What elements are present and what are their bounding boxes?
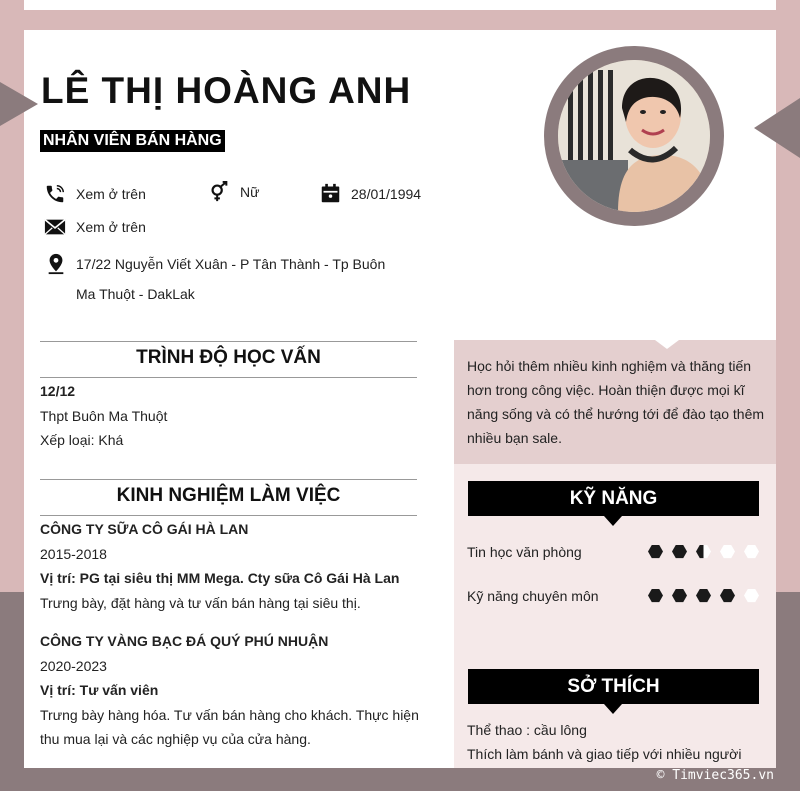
avatar (544, 46, 724, 226)
rating-hexagon (744, 588, 759, 603)
job-1-period: 2015-2018 (40, 546, 107, 562)
skill-1-name: Tin học văn phòng (467, 544, 582, 560)
address-line-2: Ma Thuột - DakLak (76, 286, 195, 302)
job-2-position: Vị trí: Tư vấn viên (40, 682, 159, 698)
skills-title-notch (604, 516, 622, 526)
job-1-company: CÔNG TY SỮA CÔ GÁI HÀ LAN (40, 521, 249, 537)
contact-phone (44, 183, 146, 205)
education-top-line (40, 341, 417, 342)
phone-value: Xem ở trên (76, 186, 146, 202)
objective-notch (655, 340, 679, 349)
avatar-photo (558, 60, 710, 212)
location-pin-icon (46, 253, 66, 275)
job-2-company: CÔNG TY VÀNG BẠC ĐÁ QUÝ PHÚ NHUẬN (40, 633, 329, 649)
job-2-description-line-1: Trưng bày hàng hóa. Tư vấn bán hàng cho khách. Thực hiện (40, 707, 419, 723)
candidate-name: LÊ THỊ HOÀNG ANH (41, 70, 412, 111)
objective-line: năng sống và có thể hướng tới để đào tạo thêm (467, 406, 765, 422)
hobbies-title-notch (604, 704, 622, 714)
calendar-icon (320, 183, 341, 204)
envelope-icon (44, 218, 66, 236)
rating-hexagon (648, 544, 663, 559)
job-2-period: 2020-2023 (40, 658, 107, 674)
education-rank: Xếp loại: Khá (40, 432, 124, 448)
gender-value: Nữ (240, 184, 260, 200)
birthday-value: 28/01/1994 (351, 185, 422, 202)
education-title: TRÌNH ĐỘ HỌC VẤN (136, 347, 321, 368)
rating-hexagon (744, 544, 759, 559)
skill-1-rating (648, 544, 768, 559)
rating-hexagon (672, 588, 687, 603)
objective-line: hơn trong công việc. Hoàn thiện được mọi kĩ (467, 382, 745, 398)
contact-birthday (320, 183, 421, 204)
hobbies-title: SỞ THÍCH (468, 669, 759, 704)
contact-gender (208, 181, 259, 203)
experience-bottom-line (40, 515, 417, 516)
objective-text (467, 354, 767, 450)
objective-line: nhiều bạn sale. (467, 430, 562, 446)
job-1-description: Trưng bày, đặt hàng và tư vấn bán hàng tại siêu thị. (40, 595, 361, 611)
job-title: NHÂN VIÊN BÁN HÀNG (40, 130, 225, 152)
job-1-position: Vị trí: PG tại siêu thị MM Mega. Cty sữa Cô Gái Hà Lan (40, 570, 400, 586)
rating-hexagon (720, 544, 735, 559)
rating-hexagon (672, 544, 687, 559)
gender-icon (208, 181, 230, 203)
address-line-1: 17/22 Nguyễn Viết Xuân - P Tân Thành - Tp Buôn (76, 256, 386, 272)
email-value: Xem ở trên (76, 219, 146, 235)
skill-2-rating (648, 588, 768, 603)
left-decor-triangle (0, 82, 38, 126)
skill-2-name: Kỹ năng chuyên môn (467, 588, 599, 604)
hobby-1: Thể thao : cầu lông (467, 722, 587, 738)
top-strip (24, 0, 776, 10)
right-decor-triangle (754, 98, 800, 158)
rating-hexagon (720, 588, 735, 603)
contact-email (44, 218, 146, 236)
skills-title: KỸ NĂNG (468, 481, 759, 516)
copyright-text: © Timviec365.vn (656, 768, 774, 783)
rating-hexagon (648, 588, 663, 603)
education-bottom-line (40, 377, 417, 378)
contact-address (46, 253, 385, 275)
rating-hexagon (696, 588, 711, 603)
experience-top-line (40, 479, 417, 480)
experience-title: KINH NGHIỆM LÀM VIỆC (116, 485, 341, 506)
phone-icon (44, 183, 66, 205)
hobby-2: Thích làm bánh và giao tiếp với nhiều người (467, 746, 742, 762)
objective-line: Học hỏi thêm nhiều kinh nghiệm và thăng tiến (467, 358, 752, 374)
job-2-description-line-2: thu mua lại và các nghiệp vụ của cửa hàng. (40, 731, 311, 747)
education-school: Thpt Buôn Ma Thuột (40, 408, 168, 424)
education-grade: 12/12 (40, 383, 76, 399)
rating-hexagon (696, 544, 711, 559)
